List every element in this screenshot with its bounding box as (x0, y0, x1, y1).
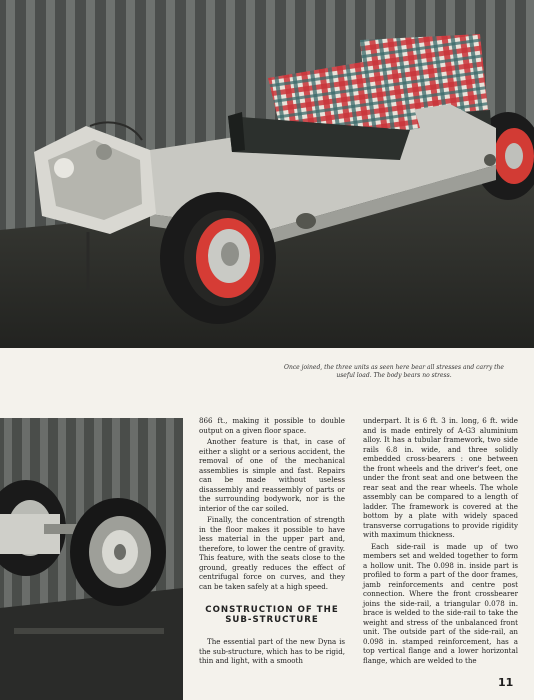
text-column-2 (363, 416, 518, 667)
section-heading: CONSTRUCTION OF THE SUB-STRUCTURE (205, 605, 339, 625)
paragraph: underpart. It is 6 ft. 3 in. long, 6 ft. wide and is made entirely of A-G3 aluminium alloy. It has a tubular framework, two side rails 6.8 in. wide, and three solidly embedded cross-bearers : one between the front wheels and the driver's feet, one under the front seat and one between the rear seat and the rear wheels. The whole assembly can be compared to a length of ladder. The framework is covered at the bottom by a plate with widely spaced transverse corrugations to provide rigidity with maximum thickness. (363, 416, 518, 539)
paragraph: 866 ft., making it possible to double output on a given floor space. (199, 416, 345, 435)
text-column-1 (199, 416, 345, 668)
paragraph: Finally, the concentration of strength in the floor makes it possible to have less material in the upper part and, therefore, to lower the centre of gravity. This feature, with the seats close to the ground, greatly reduces the effect of centrifugal force on curves, and they can be taken safely at a high speed. (199, 515, 345, 591)
paragraph: Each side-rail is made up of two members set and welded together to form a hollow unit. The 0.098 in. inside part is profiled to form a part of the door frames, jamb reinforcements and centre post connection. Where the front crossbearer joins the side-rail, a triangular 0.078 in. brace is welded to the side-rail to take the weight and stress of the unbalanced front unit. The outside part of the side-rail, an 0.098 in. stamped reinforcement, has a top vertical flange and a lower horizontal flange, which are welded to the (363, 541, 518, 665)
wheel-detail-photo (0, 418, 183, 700)
paragraph: The essential part of the new Dyna is the sub-structure, which has to be rigid, thin and light, with a smooth (199, 637, 345, 665)
page-number: 11 (498, 676, 514, 689)
chassis-photo (0, 0, 534, 348)
paragraph: Another feature is that, in case of either a slight or a serious accident, the removal of one of the mechanical assemblies is simple and fast. Repairs can be made without useless disassembly and reassembly of parts or the surrounding bodywork, nor is the interior of the car soiled. (199, 437, 345, 513)
photo-caption: Once joined, the three units as seen here bear all stresses and carry the useful load. The body bears no stress. (284, 364, 504, 379)
